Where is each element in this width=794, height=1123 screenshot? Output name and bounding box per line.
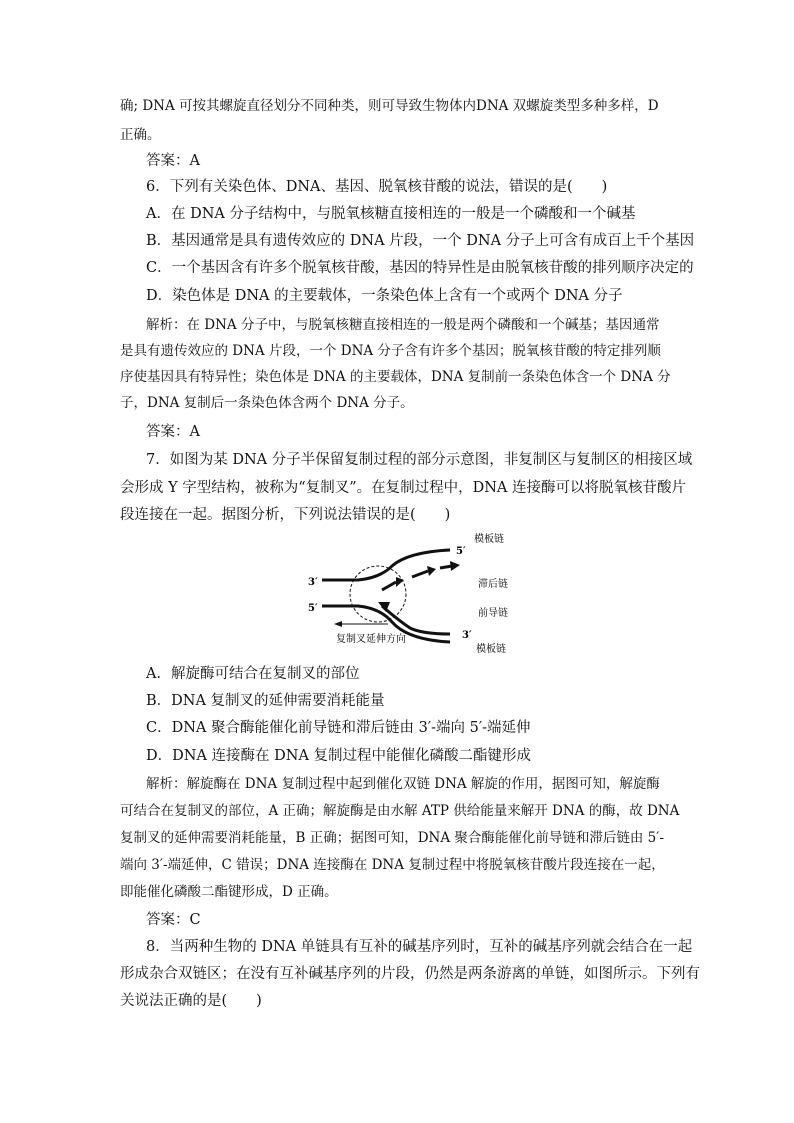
analysis-line: 可结合在复制叉的部位，A 正确；解旋酶是由水解 ATP 供给能量来解开 DNA 的酶，故 DNA bbox=[120, 803, 680, 819]
label-5-top: 5′ bbox=[456, 546, 466, 557]
question-stem: 关说法正确的是( ) bbox=[120, 993, 262, 1009]
option-c: C．DNA 聚合酶能催化前导链和滞后链由 3′-端向 5′-端延伸 bbox=[146, 720, 531, 736]
analysis-line: 即能催化磷酸二酯键形成，D 正确。 bbox=[120, 884, 338, 900]
label-3-left: 3′ bbox=[308, 577, 318, 588]
label-direction: 复制叉延伸方向 bbox=[336, 634, 406, 645]
answer-text: 答案：A bbox=[146, 424, 200, 440]
question-stem: 6．下列有关染色体、DNA、基因、脱氧核苷酸的说法，错误的是( ) bbox=[146, 179, 608, 195]
option-d: D．DNA 连接酶在 DNA 复制过程中能催化磷酸二酯键形成 bbox=[146, 748, 532, 764]
lagging-fragment bbox=[412, 571, 428, 577]
label-leading: 前导链 bbox=[478, 608, 508, 619]
template-strand-top bbox=[322, 550, 450, 580]
lagging-fragment-arrowhead bbox=[450, 561, 460, 571]
direction-arrowhead bbox=[334, 621, 342, 627]
option-a: A．在 DNA 分子结构中，与脱氧核糖直接相连的一般是一个磷酸和一个碱基 bbox=[146, 206, 636, 222]
question-stem: 段连接在一起。据图分析，下列说法错误的是( ) bbox=[120, 507, 451, 523]
label-template-top: 模板链 bbox=[474, 534, 504, 545]
option-a: A．解旋酶可结合在复制叉的部位 bbox=[146, 666, 360, 682]
prev-analysis-line: 正确。 bbox=[120, 127, 161, 143]
question-stem: 7．如图为某 DNA 分子半保留复制过程的部分示意图，非复制区与复制区的相接区域 bbox=[146, 452, 693, 468]
lagging-fragment-arrowhead bbox=[396, 577, 404, 587]
prev-analysis-line: 确; DNA 可按其螺旋直径划分不同种类，则可导致生物体内DNA 双螺旋类型多种多样，D bbox=[120, 98, 659, 114]
question-stem: 形成杂合双链区；在没有互补碱基序列的片段，仍然是两条游离的单链，如图所示。下列有 bbox=[120, 966, 700, 982]
analysis-line: 子，DNA 复制后一条染色体含两个 DNA 分子。 bbox=[120, 395, 414, 411]
label-lagging: 滞后链 bbox=[478, 579, 508, 590]
analysis-line: 复制叉的延伸需要消耗能量，B 正确；据图可知，DNA 聚合酶能催化前导链和滞后链由 5′- bbox=[120, 830, 664, 846]
lagging-fragment bbox=[382, 582, 396, 590]
analysis-line: 解析：在 DNA 分子中，与脱氧核糖直接相连的一般是两个磷酸和一个碱基；基因通常 bbox=[146, 317, 660, 333]
option-d: D．染色体是 DNA 的主要载体，一条染色体上含有一个或两个 DNA 分子 bbox=[146, 288, 623, 304]
lagging-fragment bbox=[440, 566, 452, 568]
lagging-fragment-arrowhead bbox=[427, 566, 436, 576]
label-template-bottom: 模板链 bbox=[476, 644, 506, 655]
label-5-left: 5′ bbox=[308, 603, 318, 614]
analysis-line: 端向 3′-端延伸，C 错误；DNA 连接酶在 DNA 复制过程中将脱氧核苷酸片段连接在一起， bbox=[120, 857, 665, 873]
analysis-line: 解析：解旋酶在 DNA 复制过程中起到催化双链 DNA 解旋的作用，据图可知，解旋酶 bbox=[146, 776, 660, 792]
label-3-bottom: 3′ bbox=[462, 630, 472, 641]
analysis-line: 序使基因具有特异性；染色体是 DNA 的主要载体，DNA 复制前一条染色体含一个 DNA 分 bbox=[120, 369, 671, 385]
option-c: C．一个基因含有许多个脱氧核苷酸，基因的特异性是由脱氧核苷酸的排列顺序决定的 bbox=[146, 260, 694, 276]
question-stem: 会形成 Y 字型结构，被称为“复制叉”。在复制过程中，DNA 连接酶可以将脱氧核苷酸片 bbox=[120, 480, 687, 496]
answer-text: 答案：C bbox=[146, 912, 201, 928]
answer-text: 答案：A bbox=[146, 153, 200, 169]
analysis-line: 是具有遗传效应的 DNA 片段，一个 DNA 分子含有许多个基因；脱氧核苷酸的特定排列顺 bbox=[120, 343, 661, 359]
question-stem: 8．当两种生物的 DNA 单链具有互补的碱基序列时，互补的碱基序列就会结合在一起 bbox=[146, 939, 693, 955]
replication-fork-figure bbox=[300, 530, 530, 658]
option-b: B．DNA 复制叉的延伸需要消耗能量 bbox=[146, 693, 385, 709]
option-b: B．基因通常是具有遗传效应的 DNA 片段，一个 DNA 分子上可含有成百上千个基因 bbox=[146, 233, 695, 249]
